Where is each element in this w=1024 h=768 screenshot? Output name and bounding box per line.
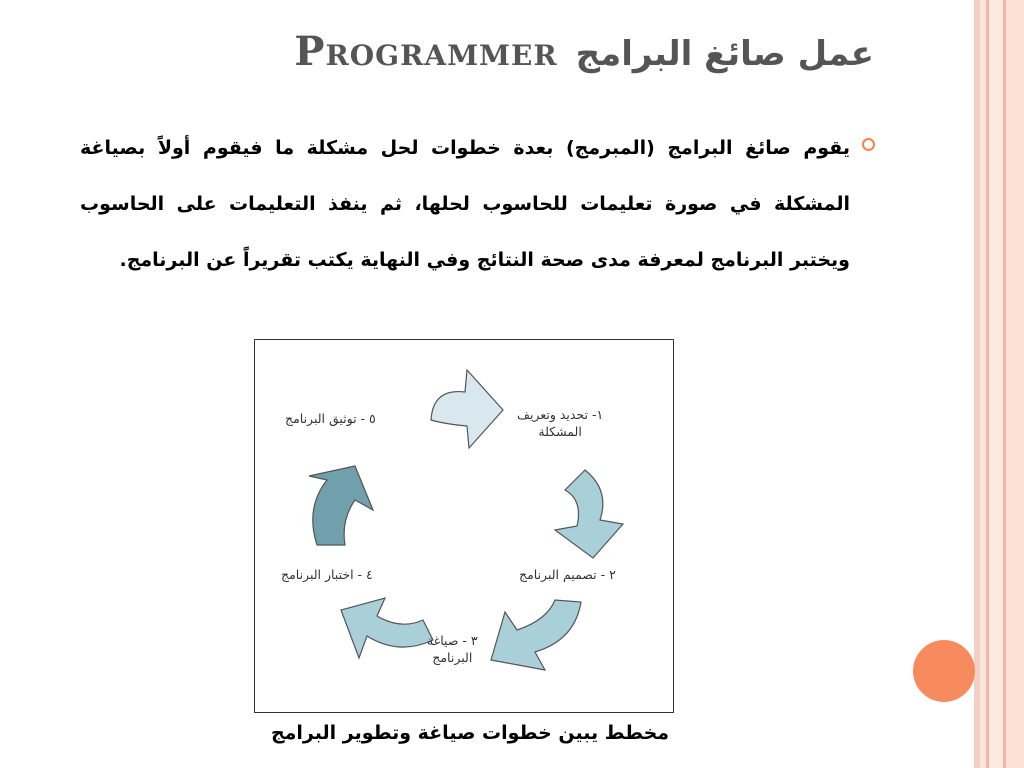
step-1-line1: ١- تحديد وتعريف [517, 407, 604, 422]
step-3-line2: البرنامج [432, 650, 473, 665]
process-diagram [254, 339, 674, 713]
decor-circle [913, 640, 975, 702]
decor-stripe [989, 0, 1003, 768]
step-4-label: ٤ - اختبار البرنامج [281, 567, 373, 582]
arrow-bottom-right [491, 600, 581, 670]
step-3-label [427, 632, 478, 666]
arrow-top [431, 370, 503, 448]
decor-stripe [1006, 0, 1024, 768]
step-2-label: ٢ - تصميم البرنامج [519, 567, 616, 582]
arrow-left [309, 466, 373, 545]
step-3-line1: ٣ - صياغة [427, 633, 478, 648]
title-arabic: عمل صائغ البرامج [575, 34, 874, 74]
arrow-bottom-left [341, 598, 433, 658]
step-5-label: ٥ - توثيق البرنامج [285, 411, 376, 426]
step-1-label [517, 406, 603, 440]
step-1-line2: المشكلة [538, 424, 582, 439]
bullet-icon [862, 138, 875, 151]
slide-title [294, 28, 874, 75]
arrow-right [555, 470, 623, 558]
diagram-caption: مخطط يبين خطوات صياغة وتطوير البرامج [270, 722, 670, 744]
body-paragraph: يقوم صائغ البرامج (المبرمج) بعدة خطوات لحل مشكلة ما فيقوم أولاً بصياغة المشكلة في صورة تعليمات للحاسوب لحلها، ثم ينفذ التعليمات على الحاسوب ويختبر البرنامج لمعرفة مدى صحة النتائج وفي النهاية يكتب تقريراً عن البرنامج. [80, 137, 850, 271]
title-english: Programmer [294, 28, 558, 75]
